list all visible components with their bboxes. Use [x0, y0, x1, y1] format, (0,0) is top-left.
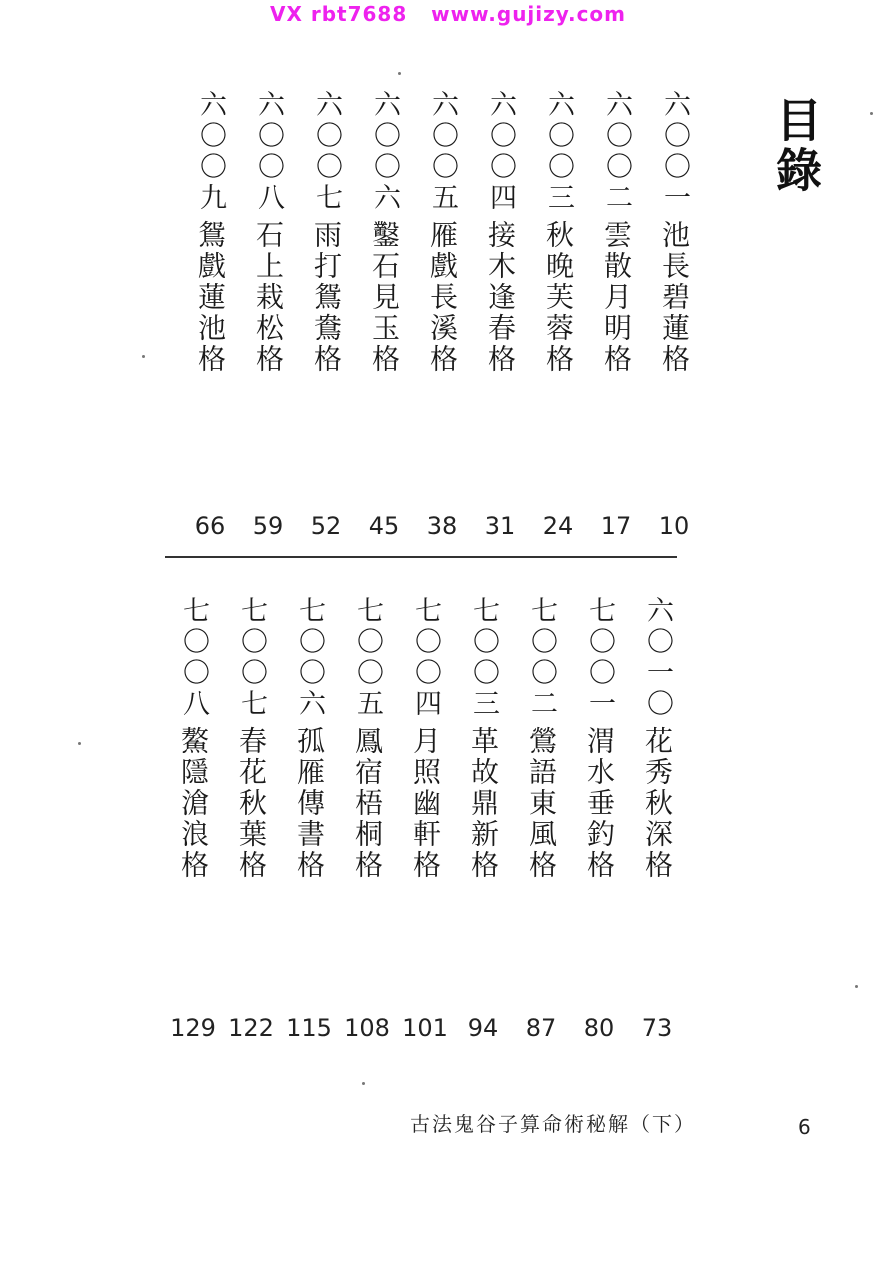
entry-number-text: 六〇一〇	[642, 596, 673, 720]
toc-entry-page: 10	[658, 512, 690, 540]
entry-number-text: 六〇〇八	[253, 90, 284, 214]
entry-number-text: 七〇〇一	[584, 596, 615, 720]
toc-entry-title	[650, 220, 698, 375]
toc-entry-page: 101	[402, 1014, 448, 1042]
toc-entry-title	[343, 726, 391, 881]
entry-title-text: 鳳宿梧桐格	[351, 726, 384, 881]
entry-number-text: 七〇〇六	[294, 596, 325, 720]
toc-entry-number	[186, 90, 234, 214]
entry-title-text: 渭水垂釣格	[583, 726, 616, 881]
toc-entry-page: 129	[170, 1014, 216, 1042]
toc-entry-page: 94	[467, 1014, 499, 1042]
toc-entry-number	[592, 90, 640, 214]
toc-entry-number	[517, 596, 565, 720]
entry-number-text: 七〇〇二	[526, 596, 557, 720]
entry-title-text: 雁戲長溪格	[426, 220, 459, 375]
entry-title-text: 鰲隱滄浪格	[177, 726, 210, 881]
entry-title-text: 接木逢春格	[484, 220, 517, 375]
toc-entry-number	[650, 90, 698, 214]
toc-entry-title	[476, 220, 524, 375]
toc-entry-number	[343, 596, 391, 720]
toc-entry-title	[401, 726, 449, 881]
toc-entry-page: 115	[286, 1014, 332, 1042]
toc-entry-number	[575, 596, 623, 720]
entry-number-text: 七〇〇三	[468, 596, 499, 720]
toc-entry-title	[285, 726, 333, 881]
scan-speck	[362, 1082, 365, 1085]
toc-entry-title	[592, 220, 640, 375]
toc-entry-title	[169, 726, 217, 881]
entry-title-text: 雲散月明格	[600, 220, 633, 375]
scan-speck	[870, 112, 873, 115]
entry-number-text: 六〇〇三	[543, 90, 574, 214]
entry-number-text: 六〇〇九	[195, 90, 226, 214]
footer-book-title: 古法鬼谷子算命術秘解（下）	[410, 1112, 696, 1136]
toc-entry-page: 38	[426, 512, 458, 540]
scan-speck	[855, 985, 858, 988]
toc-entry-number	[401, 596, 449, 720]
page-title: 目錄	[769, 96, 823, 196]
toc-entry-title	[534, 220, 582, 375]
toc-entry-number	[633, 596, 681, 720]
toc-entry-title	[186, 220, 234, 375]
toc-entry-number	[418, 90, 466, 214]
toc-entry-title	[227, 726, 275, 881]
entry-title-text: 月照幽軒格	[409, 726, 442, 881]
entry-number-text: 六〇〇五	[427, 90, 458, 214]
scan-speck	[398, 72, 401, 75]
toc-entry-title	[517, 726, 565, 881]
entry-number-text: 六〇〇四	[485, 90, 516, 214]
toc-entry-number	[459, 596, 507, 720]
entry-title-text: 石上栽松格	[252, 220, 285, 375]
footer-page-number: 6	[798, 1115, 811, 1139]
entry-title-text: 秋晚芙蓉格	[542, 220, 575, 375]
toc-entry-title	[459, 726, 507, 881]
entry-number-text: 七〇〇四	[410, 596, 441, 720]
entry-number-text: 六〇〇一	[659, 90, 690, 214]
toc-entry-number	[285, 596, 333, 720]
toc-entry-page: 108	[344, 1014, 390, 1042]
entry-title-text: 鶯語東風格	[525, 726, 558, 881]
toc-entry-page: 17	[600, 512, 632, 540]
toc-entry-page: 59	[252, 512, 284, 540]
entry-number-text: 七〇〇五	[352, 596, 383, 720]
toc-entry-page: 24	[542, 512, 574, 540]
entry-title-text: 孤雁傳書格	[293, 726, 326, 881]
toc-entry-page: 80	[583, 1014, 615, 1042]
toc-entry-page: 87	[525, 1014, 557, 1042]
entry-title-text: 花秀秋深格	[641, 726, 674, 881]
toc-entry-number	[476, 90, 524, 214]
scan-speck	[78, 742, 81, 745]
toc-entry-page: 73	[641, 1014, 673, 1042]
entry-title-text: 鑿石見玉格	[368, 220, 401, 375]
toc-entry-number	[360, 90, 408, 214]
toc-entry-number	[169, 596, 217, 720]
entry-title-text: 春花秋葉格	[235, 726, 268, 881]
section-divider	[165, 556, 677, 558]
toc-entry-title	[302, 220, 350, 375]
scan-speck	[142, 355, 145, 358]
toc-entry-number	[302, 90, 350, 214]
entry-title-text: 革故鼎新格	[467, 726, 500, 881]
entry-number-text: 六〇〇七	[311, 90, 342, 214]
toc-entry-page: 45	[368, 512, 400, 540]
toc-entry-number	[534, 90, 582, 214]
toc-entry-title	[418, 220, 466, 375]
toc-entry-title	[633, 726, 681, 881]
entry-title-text: 雨打鴛鴦格	[310, 220, 343, 375]
toc-entry-title	[575, 726, 623, 881]
entry-title-text: 池長碧蓮格	[658, 220, 691, 375]
toc-entry-page: 66	[194, 512, 226, 540]
toc-entry-number	[244, 90, 292, 214]
entry-number-text: 七〇〇七	[236, 596, 267, 720]
entry-title-text: 鴛戲蓮池格	[194, 220, 227, 375]
entry-number-text: 六〇〇二	[601, 90, 632, 214]
entry-number-text: 六〇〇六	[369, 90, 400, 214]
toc-entry-number	[227, 596, 275, 720]
toc-entry-page: 31	[484, 512, 516, 540]
entry-number-text: 七〇〇八	[178, 596, 209, 720]
toc-entry-page: 52	[310, 512, 342, 540]
toc-entry-title	[360, 220, 408, 375]
toc-entry-page: 122	[228, 1014, 274, 1042]
watermark-text: VX rbt7688 www.gujizy.com	[269, 2, 627, 26]
toc-entry-title	[244, 220, 292, 375]
